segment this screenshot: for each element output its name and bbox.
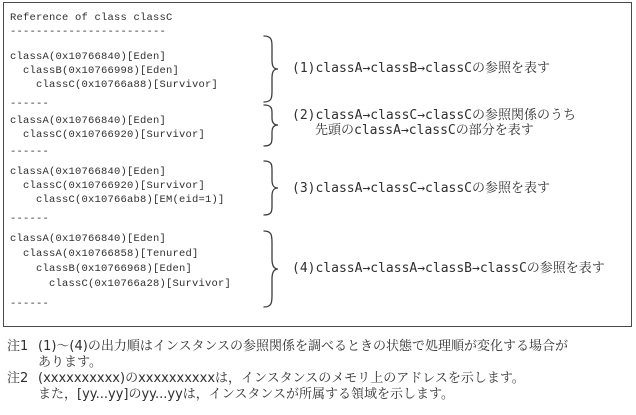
code-line: classB(0x10766998)[Eden] — [10, 65, 180, 77]
block-separator: ------ — [10, 98, 50, 110]
brace-icon — [263, 35, 281, 103]
title-rule: ------------------------ — [10, 26, 167, 38]
annotation-4: (4)classA→classA→classB→classCの参照を表す — [292, 261, 605, 276]
block-separator: ------ — [10, 298, 50, 310]
note2-line: (xxxxxxxxxx)のxxxxxxxxxxは，インスタンスのメモリ上のアドレスを示します。 — [38, 371, 525, 386]
brace-icon — [263, 104, 281, 147]
note2-line: また，[yy...yy]のyy...yyは，インスタンスが所属する領域を示します。 — [38, 387, 454, 402]
brace-icon — [263, 230, 281, 308]
annotation-2-cont: 先頭のclassA→classCの部分を表す — [315, 123, 534, 138]
note2-label: 注2 — [7, 371, 29, 386]
block-separator: ------ — [10, 213, 50, 225]
code-line: classA(0x10766840)[Eden] — [10, 233, 167, 245]
note1-line: (1)～(4)の出力順はインスタンスの参照関係を調べるときの状態で処理順が変化する場合が — [38, 339, 569, 354]
code-line: classA(0x10766858)[Tenured] — [10, 248, 199, 260]
annotation-1: (1)classA→classB→classCの参照を表す — [292, 61, 551, 76]
code-line: classC(0x10766a88)[Survivor] — [10, 79, 219, 91]
code-line: classB(0x10766968)[Eden] — [10, 263, 193, 275]
note1-line: あります。 — [38, 355, 102, 370]
code-line: classC(0x10766ab8)[EM(eid=1)] — [10, 194, 225, 206]
code-line: classA(0x10766840)[Eden] — [10, 115, 167, 127]
code-line: classC(0x10766a28)[Survivor] — [10, 278, 232, 290]
code-line: classC(0x10766920)[Survivor] — [10, 129, 206, 141]
output-title: Reference of class classC — [10, 12, 173, 24]
note1-label: 注1 — [7, 339, 29, 354]
code-line: classA(0x10766840)[Eden] — [10, 51, 167, 63]
annotation-3: (3)classA→classC→classCの参照を表す — [292, 181, 551, 196]
annotation-2: (2)classA→classC→classCの参照関係のうち — [292, 108, 577, 123]
block-separator: ------ — [10, 146, 50, 158]
code-line: classC(0x10766920)[Survivor] — [10, 180, 206, 192]
code-line: classA(0x10766840)[Eden] — [10, 166, 167, 178]
brace-icon — [263, 160, 281, 216]
